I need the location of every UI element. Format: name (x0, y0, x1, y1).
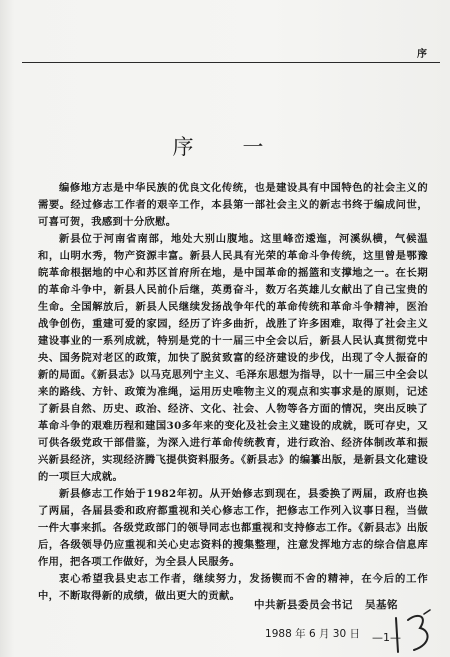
running-head: 序 (417, 49, 428, 60)
preface-body (38, 180, 428, 605)
paragraph: 新县修志工作始于1982年初。从开始修志到现在，县委换了两届，政府也换了两届，各届县委和政府都重视和关心修志工作，把修志工作列入议事日程，当做一件大事来抓。各级党政部门的领导同志也都重视和支持修志工作。《新县志》出版后，各级领导仍应重视和关心史志资料的搜集整理，注意发挥地方志的综合信息库作用，把各项工作做好，为全县人民服务。 (38, 488, 428, 568)
page-number: —1— (372, 631, 401, 644)
header-rule (22, 62, 440, 63)
paragraph: 衷心希望我县史志工作者，继续努力，发扬锲而不舍的精神，在今后的工作中，不断取得新的成绩，做出更大的贡献。 (38, 573, 428, 602)
signer-name: 吴基铭 (365, 599, 398, 611)
page-title: 序 一 (172, 135, 278, 159)
date: 1988 年 6 月 30 日 (265, 628, 360, 640)
signature-line (254, 597, 398, 612)
paragraph: 编修地方志是中华民族的优良文化传统，也是建设具有中国特色的社会主义的需要。经过修志工作者的艰辛工作，本县第一部社会主义的新志书终于编成问世，可喜可贺，我感到十分欣慰。 (38, 182, 428, 228)
paragraph: 新县位于河南省南部，地处大别山腹地。这里峰峦逶迤，河溪纵横，气候温和，山明水秀，物产资源丰富。新县人民具有光荣的革命斗争传统，这里曾是鄂豫皖革命根据地的中心和苏区首府所在地，是中国革命的摇篮和支撑地之一。在长期的革命斗争中，新县人民前仆后继，英勇奋斗，数万名英雄儿女献出了自己宝贵的生命。全国解放后，新县人民继续发扬战争年代的革命传统和革命斗争精神，医治战争创伤，重建可爱的家园，经历了许多曲折，战胜了许多困难，取得了社会主义建设事业的一系列成就，特别是党的十一届三中全会以后，新县人民认真贯彻党中央、国务院对老区的政策，加快了脱贫致富的经济建设的步伐，出现了令人振奋的新的局面。《新县志》以马克思列宁主义、毛泽东思想为指导，以十一届三中全会以来的路线、方针、政策为准绳，运用历史唯物主义的观点和实事求是的原则，记述了新县自然、历史、政治、经济、文化、社会、人物等各方面的情况，突出反映了革命斗争的艰难历程和建国30多年来的变化及社会主义建设的成就，既可存史，又可供各级党政干部借鉴，为深入进行革命传统教育，进行政治、经济体制改革和振兴新县经济，实现经济腾飞提供资料服务。《新县志》的编纂出版，是新县文化建设的一项巨大成就。 (38, 233, 428, 483)
signer-title: 中共新县委员会书记 (254, 599, 353, 611)
handwritten-page-mark (384, 608, 440, 656)
